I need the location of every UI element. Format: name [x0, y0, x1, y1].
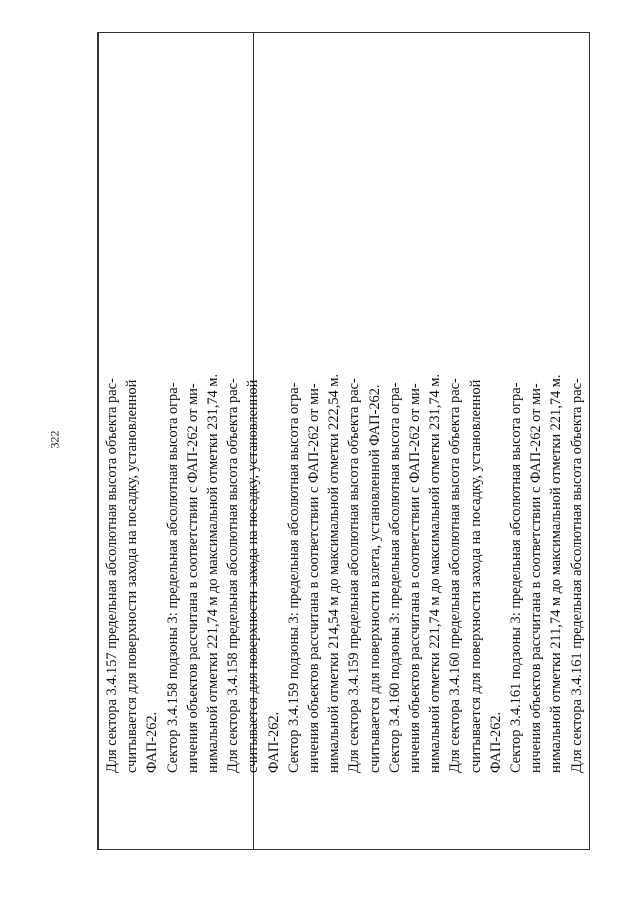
text-line: нимальной отметки 211,74 м до максимальной отметки 221,74 м. [548, 374, 565, 773]
text-line: Для сектора 3.4.158 предельная абсолютная высота объекта рас- [225, 378, 242, 773]
rotated-content [98, 33, 591, 773]
text-line: Сектор 3.4.158 подзоны 3: предельная абсолютная высота огра- [164, 382, 181, 773]
text-line: считывается для поверхности взлета, установленной ФАП-262. [366, 384, 383, 773]
text-line: считывается для поверхности захода на посадку, установленной [245, 379, 262, 773]
text-line: ничения объектов рассчитана в соответствии с ФАП-262 от ми- [528, 383, 545, 773]
text-line: ничения объектов рассчитана в соответствии с ФАП-262 от ми- [306, 383, 323, 773]
text-line: Сектор 3.4.160 подзоны 3: предельная абсолютная высота огра- [386, 382, 403, 773]
text-line: ничения объектов рассчитана в соответствии с ФАП-262 от ми- [407, 383, 424, 773]
text-line: ФАП-262. [487, 711, 504, 773]
text-line: считывается для поверхности захода на посадку, установленной [467, 379, 484, 773]
text-line: Для сектора 3.4.161 предельная абсолютная высота объекта рас- [568, 378, 585, 773]
text-line: Для сектора 3.4.159 предельная абсолютная высота объекта рас- [346, 378, 363, 773]
text-line: нимальной отметки 214,54 м до максимальной отметки 222,54 м. [326, 373, 343, 773]
text-line: считывается для поверхности захода на посадку, установленной [124, 379, 141, 773]
text-line: ФАП-262. [144, 711, 161, 773]
text-line: ничения объектов рассчитана в соответствии с ФАП-262 от ми- [184, 383, 201, 773]
cell-text-block [102, 33, 587, 773]
text-line: нимальной отметки 221,74 м до максимальной отметки 231,74 м. [205, 373, 222, 773]
document-table [97, 32, 590, 850]
text-line: ФАП-262. [265, 711, 282, 773]
page-number: 322 [47, 430, 62, 449]
text-line: Сектор 3.4.161 подзоны 3: предельная абсолютная высота огра- [508, 382, 525, 773]
text-line: нимальной отметки 221,74 м до максимальной отметки 231,74 м. [427, 373, 444, 773]
text-line: Сектор 3.4.159 подзоны 3: предельная абсолютная высота огра- [285, 382, 302, 773]
text-line: Для сектора 3.4.157 предельная абсолютная высота объекта рас- [104, 378, 120, 773]
text-cell [98, 33, 591, 849]
text-line: Для сектора 3.4.160 предельная абсолютная высота объекта рас- [447, 378, 464, 773]
